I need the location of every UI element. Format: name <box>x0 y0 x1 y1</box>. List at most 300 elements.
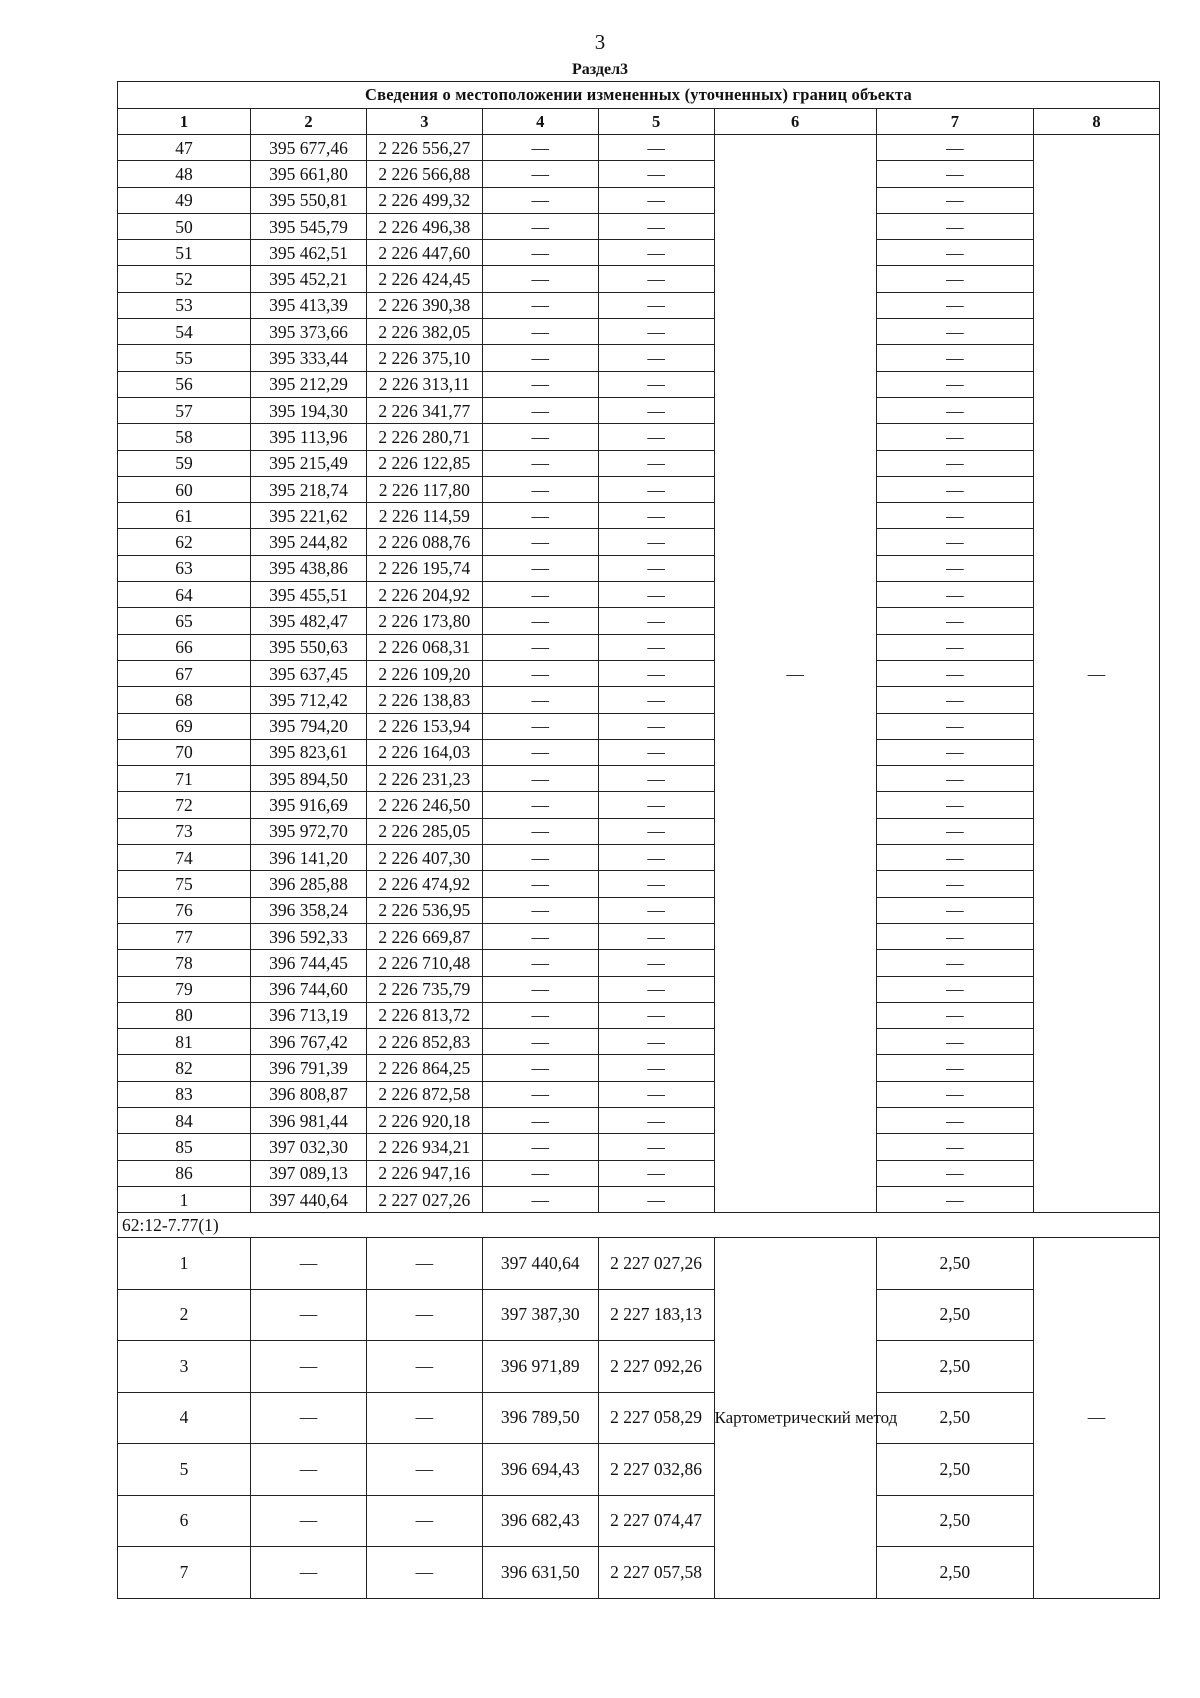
dash-cell: — <box>876 397 1033 423</box>
coord-y: 2 226 153,94 <box>366 713 482 739</box>
dash-cell: — <box>251 1444 367 1496</box>
coord-y: 2 227 057,58 <box>598 1547 714 1599</box>
coord-y: 2 226 424,45 <box>366 266 482 292</box>
point-number: 49 <box>118 187 251 213</box>
coord-x: 396 789,50 <box>482 1392 598 1444</box>
dash-cell: — <box>482 476 598 502</box>
dash-cell: — <box>366 1289 482 1341</box>
dash-cell: — <box>876 424 1033 450</box>
point-number: 52 <box>118 266 251 292</box>
table-row <box>118 976 1160 1002</box>
dash-cell: — <box>598 1081 714 1107</box>
coord-x: 396 713,19 <box>251 1002 367 1028</box>
dash-cell: — <box>598 292 714 318</box>
column8-cell-merged: — <box>1033 1238 1159 1599</box>
boundary-table <box>117 81 1160 1599</box>
dash-cell: — <box>598 555 714 581</box>
point-number: 63 <box>118 555 251 581</box>
dash-cell: — <box>876 739 1033 765</box>
dash-cell: — <box>482 713 598 739</box>
dash-cell: — <box>598 766 714 792</box>
dash-cell: — <box>482 1055 598 1081</box>
coord-x: 395 413,39 <box>251 292 367 318</box>
dash-cell: — <box>876 897 1033 923</box>
table-row <box>118 739 1160 765</box>
table-row <box>118 1160 1160 1186</box>
coord-y: 2 226 934,21 <box>366 1134 482 1160</box>
table-row <box>118 871 1160 897</box>
coord-y: 2 226 735,79 <box>366 976 482 1002</box>
point-number: 86 <box>118 1160 251 1186</box>
dash-cell: — <box>598 845 714 871</box>
dash-cell: — <box>598 634 714 660</box>
table-row <box>118 424 1160 450</box>
dash-cell: — <box>598 240 714 266</box>
coord-x: 395 823,61 <box>251 739 367 765</box>
dash-cell: — <box>876 660 1033 686</box>
point-number: 1 <box>118 1186 251 1212</box>
table-row <box>118 1444 1160 1496</box>
table-body <box>118 82 1160 1599</box>
dash-cell: — <box>598 450 714 476</box>
dash-cell: — <box>482 634 598 660</box>
table-row <box>118 1134 1160 1160</box>
point-number: 62 <box>118 529 251 555</box>
accuracy-value: 2,50 <box>876 1547 1033 1599</box>
dash-cell: — <box>598 608 714 634</box>
method-cell-merged: — <box>714 135 876 1213</box>
coord-x: 395 550,81 <box>251 187 367 213</box>
point-number: 85 <box>118 1134 251 1160</box>
dash-cell: — <box>482 1160 598 1186</box>
coord-x: 395 194,30 <box>251 397 367 423</box>
dash-cell: — <box>598 266 714 292</box>
point-number: 84 <box>118 1107 251 1133</box>
coord-x: 395 794,20 <box>251 713 367 739</box>
dash-cell: — <box>598 476 714 502</box>
coord-x: 396 285,88 <box>251 871 367 897</box>
table-row <box>118 529 1160 555</box>
dash-cell: — <box>482 766 598 792</box>
coord-y: 2 226 122,85 <box>366 450 482 476</box>
dash-cell: — <box>876 213 1033 239</box>
dash-cell: — <box>598 818 714 844</box>
table-row <box>118 292 1160 318</box>
table-row <box>118 923 1160 949</box>
dash-cell: — <box>482 608 598 634</box>
point-number: 58 <box>118 424 251 450</box>
column-header-5: 5 <box>598 109 714 135</box>
dash-cell: — <box>598 345 714 371</box>
dash-cell: — <box>876 1107 1033 1133</box>
point-number: 48 <box>118 161 251 187</box>
dash-cell: — <box>482 135 598 161</box>
coord-y: 2 226 852,83 <box>366 1029 482 1055</box>
coord-x: 395 550,63 <box>251 634 367 660</box>
table-row <box>118 1289 1160 1341</box>
dash-cell: — <box>598 424 714 450</box>
point-number: 59 <box>118 450 251 476</box>
table-row <box>118 687 1160 713</box>
coord-x: 396 141,20 <box>251 845 367 871</box>
dash-cell: — <box>876 292 1033 318</box>
dash-cell: — <box>482 345 598 371</box>
dash-cell: — <box>876 476 1033 502</box>
dash-cell: — <box>876 371 1033 397</box>
table-row <box>118 213 1160 239</box>
dash-cell: — <box>876 634 1033 660</box>
table-row <box>118 555 1160 581</box>
dash-cell: — <box>876 950 1033 976</box>
table-row <box>118 345 1160 371</box>
dash-cell: — <box>482 582 598 608</box>
coord-x: 395 113,96 <box>251 424 367 450</box>
dash-cell: — <box>366 1341 482 1393</box>
coord-y: 2 226 246,50 <box>366 792 482 818</box>
coord-y: 2 226 474,92 <box>366 871 482 897</box>
coord-x: 395 712,42 <box>251 687 367 713</box>
point-number: 70 <box>118 739 251 765</box>
dash-cell: — <box>876 1081 1033 1107</box>
dash-cell: — <box>598 976 714 1002</box>
dash-cell: — <box>876 555 1033 581</box>
point-number: 76 <box>118 897 251 923</box>
point-number: 71 <box>118 766 251 792</box>
coord-y: 2 226 109,20 <box>366 660 482 686</box>
coord-y: 2 226 164,03 <box>366 739 482 765</box>
dash-cell: — <box>598 1160 714 1186</box>
coord-y: 2 226 872,58 <box>366 1081 482 1107</box>
coord-y: 2 226 114,59 <box>366 503 482 529</box>
section-label: Раздел3 <box>571 61 629 78</box>
coord-x: 396 808,87 <box>251 1081 367 1107</box>
point-number: 67 <box>118 660 251 686</box>
dash-cell: — <box>598 1002 714 1028</box>
table-row <box>118 660 1160 686</box>
dash-cell: — <box>598 897 714 923</box>
point-number: 4 <box>118 1392 251 1444</box>
point-number: 80 <box>118 1002 251 1028</box>
dash-cell: — <box>598 871 714 897</box>
table-row <box>118 1081 1160 1107</box>
coord-y: 2 226 813,72 <box>366 1002 482 1028</box>
coord-x: 397 440,64 <box>251 1186 367 1212</box>
table-row <box>118 950 1160 976</box>
dash-cell: — <box>598 1055 714 1081</box>
coord-x: 395 373,66 <box>251 319 367 345</box>
dash-cell: — <box>366 1495 482 1547</box>
dash-cell: — <box>251 1341 367 1393</box>
point-number: 73 <box>118 818 251 844</box>
dash-cell: — <box>876 1029 1033 1055</box>
column-header-6: 6 <box>714 109 876 135</box>
dash-cell: — <box>876 582 1033 608</box>
coord-x: 395 221,62 <box>251 503 367 529</box>
coord-x: 395 452,21 <box>251 266 367 292</box>
coord-y: 2 226 068,31 <box>366 634 482 660</box>
dash-cell: — <box>482 818 598 844</box>
coord-x: 395 545,79 <box>251 213 367 239</box>
point-number: 78 <box>118 950 251 976</box>
dash-cell: — <box>598 582 714 608</box>
dash-cell: — <box>876 266 1033 292</box>
coord-y: 2 226 864,25 <box>366 1055 482 1081</box>
coord-x: 396 694,43 <box>482 1444 598 1496</box>
dash-cell: — <box>876 503 1033 529</box>
dash-cell: — <box>366 1392 482 1444</box>
coord-y: 2 226 566,88 <box>366 161 482 187</box>
coord-x: 396 744,45 <box>251 950 367 976</box>
table-row <box>118 1392 1160 1444</box>
coord-x: 395 218,74 <box>251 476 367 502</box>
dash-cell: — <box>876 608 1033 634</box>
coord-x: 396 981,44 <box>251 1107 367 1133</box>
point-number: 54 <box>118 319 251 345</box>
coord-y: 2 226 390,38 <box>366 292 482 318</box>
dash-cell: — <box>482 213 598 239</box>
table-row <box>118 1547 1160 1599</box>
coord-x: 395 677,46 <box>251 135 367 161</box>
coord-y: 2 226 204,92 <box>366 582 482 608</box>
coord-x: 395 244,82 <box>251 529 367 555</box>
dash-cell: — <box>876 1055 1033 1081</box>
coord-x: 395 333,44 <box>251 345 367 371</box>
table-row <box>118 1002 1160 1028</box>
point-number: 82 <box>118 1055 251 1081</box>
dash-cell: — <box>876 319 1033 345</box>
dash-cell: — <box>598 397 714 423</box>
coord-y: 2 227 027,26 <box>598 1238 714 1290</box>
table-row <box>118 1055 1160 1081</box>
dash-cell: — <box>876 1134 1033 1160</box>
coord-y: 2 226 138,83 <box>366 687 482 713</box>
table-row <box>118 1029 1160 1055</box>
coord-y: 2 227 074,47 <box>598 1495 714 1547</box>
coord-x: 395 916,69 <box>251 792 367 818</box>
dash-cell: — <box>598 319 714 345</box>
dash-cell: — <box>876 345 1033 371</box>
coord-y: 2 226 231,23 <box>366 766 482 792</box>
dash-cell: — <box>251 1547 367 1599</box>
coord-x: 396 682,43 <box>482 1495 598 1547</box>
dash-cell: — <box>876 976 1033 1002</box>
dash-cell: — <box>876 1002 1033 1028</box>
dash-cell: — <box>876 135 1033 161</box>
point-number: 66 <box>118 634 251 660</box>
dash-cell: — <box>251 1238 367 1290</box>
dash-cell: — <box>482 923 598 949</box>
coord-x: 397 440,64 <box>482 1238 598 1290</box>
table-row <box>118 1495 1160 1547</box>
coord-y: 2 226 920,18 <box>366 1107 482 1133</box>
dash-cell: — <box>876 792 1033 818</box>
point-number: 74 <box>118 845 251 871</box>
table-row <box>118 450 1160 476</box>
coord-x: 395 215,49 <box>251 450 367 476</box>
column-header-4: 4 <box>482 109 598 135</box>
dash-cell: — <box>251 1289 367 1341</box>
table-row <box>118 582 1160 608</box>
point-number: 60 <box>118 476 251 502</box>
table-row <box>118 1186 1160 1212</box>
point-number: 79 <box>118 976 251 1002</box>
coord-y: 2 226 710,48 <box>366 950 482 976</box>
coord-x: 396 358,24 <box>251 897 367 923</box>
coord-y: 2 227 183,13 <box>598 1289 714 1341</box>
column-header-3: 3 <box>366 109 482 135</box>
point-number: 61 <box>118 503 251 529</box>
point-number: 51 <box>118 240 251 266</box>
table-row <box>118 319 1160 345</box>
dash-cell: — <box>598 713 714 739</box>
coord-x: 397 387,30 <box>482 1289 598 1341</box>
point-number: 7 <box>118 1547 251 1599</box>
header-row <box>118 109 1160 135</box>
dash-cell: — <box>482 1134 598 1160</box>
dash-cell: — <box>482 871 598 897</box>
coord-x: 396 631,50 <box>482 1547 598 1599</box>
page-number: 3 <box>594 30 606 54</box>
coord-y: 2 226 173,80 <box>366 608 482 634</box>
table-row <box>118 608 1160 634</box>
dash-cell: — <box>876 871 1033 897</box>
coord-x: 395 894,50 <box>251 766 367 792</box>
dash-cell: — <box>598 135 714 161</box>
accuracy-value: 2,50 <box>876 1444 1033 1496</box>
table-row <box>118 503 1160 529</box>
column8-cell-merged: — <box>1033 135 1159 1213</box>
table-row <box>118 1238 1160 1290</box>
point-number: 72 <box>118 792 251 818</box>
point-number: 69 <box>118 713 251 739</box>
point-number: 47 <box>118 135 251 161</box>
coord-y: 2 227 092,26 <box>598 1341 714 1393</box>
coord-y: 2 226 117,80 <box>366 476 482 502</box>
coord-y: 2 226 536,95 <box>366 897 482 923</box>
method-cell: Картометрический метод <box>714 1238 876 1599</box>
coord-y: 2 226 496,38 <box>366 213 482 239</box>
table-row <box>118 634 1160 660</box>
dash-cell: — <box>876 1160 1033 1186</box>
point-number: 77 <box>118 923 251 949</box>
point-number: 2 <box>118 1289 251 1341</box>
dash-cell: — <box>482 660 598 686</box>
table-row <box>118 818 1160 844</box>
dash-cell: — <box>598 1107 714 1133</box>
coord-y: 2 226 669,87 <box>366 923 482 949</box>
point-number: 1 <box>118 1238 251 1290</box>
coord-y: 2 227 027,26 <box>366 1186 482 1212</box>
dash-cell: — <box>598 371 714 397</box>
coord-y: 2 226 556,27 <box>366 135 482 161</box>
point-number: 57 <box>118 397 251 423</box>
dash-cell: — <box>482 187 598 213</box>
table-row <box>118 845 1160 871</box>
dash-cell: — <box>482 1081 598 1107</box>
dash-cell: — <box>482 424 598 450</box>
dash-cell: — <box>876 529 1033 555</box>
coord-y: 2 226 280,71 <box>366 424 482 450</box>
column-header-2: 2 <box>251 109 367 135</box>
accuracy-value: 2,50 <box>876 1392 1033 1444</box>
dash-cell: — <box>482 1186 598 1212</box>
dash-cell: — <box>482 240 598 266</box>
coord-y: 2 226 947,16 <box>366 1160 482 1186</box>
dash-cell: — <box>598 213 714 239</box>
dash-cell: — <box>482 897 598 923</box>
dash-cell: — <box>482 1002 598 1028</box>
dash-cell: — <box>482 450 598 476</box>
coord-x: 395 462,51 <box>251 240 367 266</box>
dash-cell: — <box>876 161 1033 187</box>
dash-cell: — <box>598 739 714 765</box>
dash-cell: — <box>366 1444 482 1496</box>
dash-cell: — <box>598 1186 714 1212</box>
dash-cell: — <box>598 792 714 818</box>
dash-cell: — <box>482 1029 598 1055</box>
table-row <box>118 897 1160 923</box>
coord-y: 2 227 032,86 <box>598 1444 714 1496</box>
dash-cell: — <box>482 503 598 529</box>
coord-x: 395 637,45 <box>251 660 367 686</box>
dash-cell: — <box>482 739 598 765</box>
dash-cell: — <box>876 713 1033 739</box>
table-row <box>118 1107 1160 1133</box>
dash-cell: — <box>482 529 598 555</box>
coord-y: 2 226 375,10 <box>366 345 482 371</box>
dash-cell: — <box>251 1495 367 1547</box>
accuracy-value: 2,50 <box>876 1495 1033 1547</box>
coord-y: 2 227 058,29 <box>598 1392 714 1444</box>
dash-cell: — <box>876 450 1033 476</box>
dash-cell: — <box>598 1029 714 1055</box>
point-number: 56 <box>118 371 251 397</box>
dash-cell: — <box>482 1107 598 1133</box>
table-row <box>118 371 1160 397</box>
dash-cell: — <box>482 319 598 345</box>
table-row <box>118 476 1160 502</box>
coord-x: 395 438,86 <box>251 555 367 581</box>
coord-y: 2 226 195,74 <box>366 555 482 581</box>
point-number: 3 <box>118 1341 251 1393</box>
coord-x: 396 744,60 <box>251 976 367 1002</box>
dash-cell: — <box>482 950 598 976</box>
table-row <box>118 792 1160 818</box>
point-number: 65 <box>118 608 251 634</box>
coord-y: 2 226 088,76 <box>366 529 482 555</box>
dash-cell: — <box>366 1547 482 1599</box>
dash-cell: — <box>251 1392 367 1444</box>
table-title: Сведения о местоположении измененных (уточненных) границ объекта <box>118 82 1160 109</box>
dash-cell: — <box>598 529 714 555</box>
point-number: 83 <box>118 1081 251 1107</box>
table-row <box>118 161 1160 187</box>
coord-y: 2 226 341,77 <box>366 397 482 423</box>
point-number: 55 <box>118 345 251 371</box>
coord-x: 397 089,13 <box>251 1160 367 1186</box>
column-header-8: 8 <box>1033 109 1159 135</box>
dash-cell: — <box>598 161 714 187</box>
table-row <box>118 240 1160 266</box>
coord-x: 395 212,29 <box>251 371 367 397</box>
coord-x: 395 455,51 <box>251 582 367 608</box>
dash-cell: — <box>876 766 1033 792</box>
dash-cell: — <box>876 923 1033 949</box>
coord-x: 395 661,80 <box>251 161 367 187</box>
dash-cell: — <box>598 187 714 213</box>
dash-cell: — <box>482 976 598 1002</box>
dash-cell: — <box>482 555 598 581</box>
